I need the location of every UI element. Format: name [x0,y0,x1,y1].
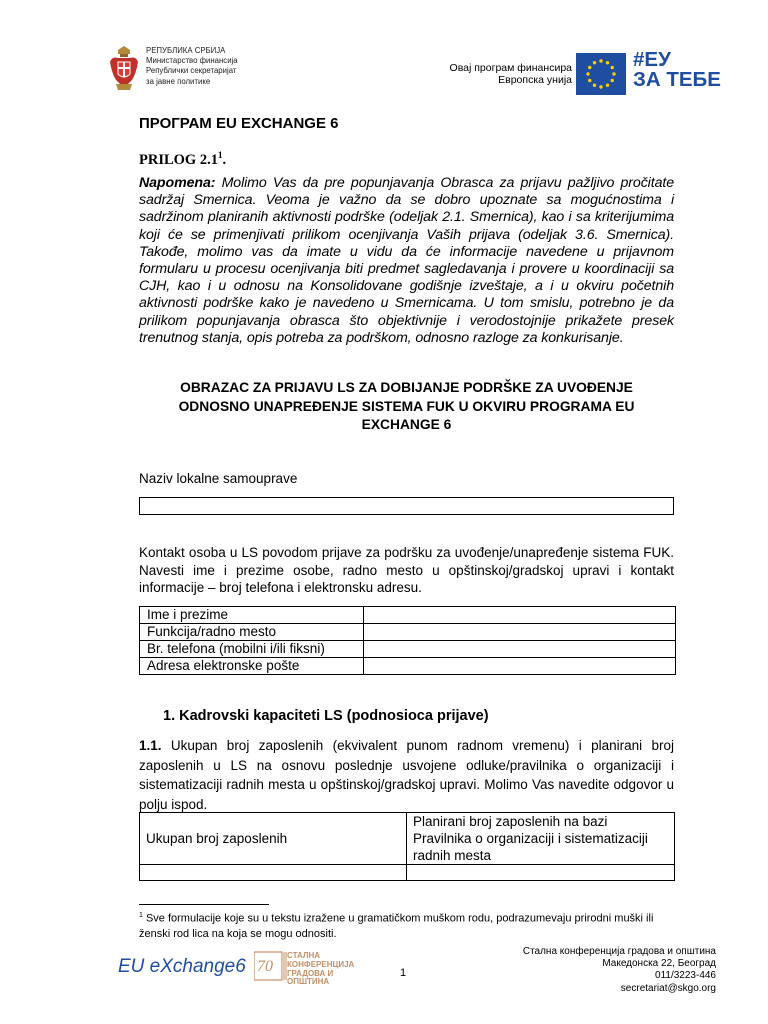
staff-col2-header: Planirani broj zaposlenih na bazi Pravilnika o organizaciji i sistematizaciji radnih mesta [407,813,675,865]
skgo-name [287,952,354,987]
eu-star-icon [588,66,591,69]
form-title-line: ODNOSNO UNAPREĐENJE SISTEMA FUK U OKVIRU PROGRAMA EU [178,398,635,414]
napomena-paragraph [139,175,674,347]
program-title: ПРОГРАМ EU EXCHANGE 6 [139,115,339,132]
skgo-line: ОПШТИНА [287,977,330,987]
ministry-header-text [146,46,238,87]
eu-star-icon [606,84,609,87]
staff-table [139,812,675,881]
skgo-line: КОНФЕРЕНЦИЈА [287,959,355,969]
footnote-number: 1 [139,912,143,919]
prilog-suffix: . [222,151,227,168]
naziv-label: Naziv lokalne samouprave [139,471,298,486]
footnote [139,908,674,942]
slogan-line: #ЕУ [633,48,671,71]
address-line: Македонска 22, Београд [602,958,716,970]
funding-line: Овај програм финансира [449,62,572,74]
address-line: 011/3223-446 [655,970,716,982]
table-row [140,658,676,675]
footnote-text: Sve formulacije koje su u tekstu izražene u gramatičkom muškom rodu, podrazumevaju prirodni muški ili ženski rod lica na koja se mogu odnositi. [139,912,654,940]
eu-star-icon [593,61,596,64]
table-row [140,865,675,881]
form-title-line: EXCHANGE 6 [361,417,452,433]
contact-label: Br. telefona (mobilni i/ili fiksni) [140,641,364,658]
skgo-line: СТАЛНА [287,951,321,960]
eu-slogan [633,50,721,90]
contact-label: Ime i prezime [140,607,364,624]
section-1-heading: 1. Kadrovski kapaciteti LS (podnosioca prijave) [163,708,489,724]
footer-address [468,946,716,995]
eu-exchange-logo: EU eXchange6 [118,956,246,977]
table-row [140,607,676,624]
footnote-divider [139,904,269,905]
eu-funding-text [444,62,572,86]
contact-value-field[interactable] [364,658,676,675]
eu-star-icon [611,66,614,69]
ministry-line: РЕПУБЛИКА СРБИЈА [146,46,226,55]
address-line: secretariat@skgo.org [620,982,716,994]
paragraph-number: 1.1. [139,738,162,753]
eu-star-icon [599,85,602,88]
contact-label: Adresa elektronske pošte [140,658,364,675]
staff-col1-value-field[interactable] [140,865,407,881]
staff-col1-header: Ukupan broj zaposlenih [140,813,407,865]
eu-star-icon [593,84,596,87]
contact-table [139,606,676,675]
eu-star-icon [586,72,589,75]
eu-star-icon [606,61,609,64]
table-row [140,624,676,641]
ministry-line: Министарство финансија [146,56,238,66]
eu-star-icon [599,59,602,62]
form-title [139,379,674,435]
eu-star-icon [588,79,591,82]
kontakt-paragraph: Kontakt osoba u LS povodom prijave za podršku za uvođenje/unapređenje sistema FUK. Navesti ime i prezime osobe, radno mesto u opštinskoj/gradskoj upravi i kontakt informacije – broj telefona i elektronsku adresu. [139,545,674,596]
eu-star-icon [611,79,614,82]
funding-line: Европска унија [498,74,572,86]
table-header-row [140,813,675,865]
ministry-line: за јавне политике [146,76,211,86]
skgo-badge-text: 70 [257,958,273,975]
prilog-heading [139,150,226,169]
paragraph-text: Ukupan broj zaposlenih (ekvivalent punom radnom vremenu) i planirani broj zaposlenih u LS na osnovu poslednje usvojene odluke/pravilnika o organizaciji i sistematizaciji radnih mesta u opštinskoj/gradskoj upravi. Molimo Vas navedite odgovor u polju ispod. [139,738,674,812]
napomena-text: Molimo Vas da pre popunjavanja Obrasca za prijavu pažljivo pročitate sadržaj Smernica. Veoma je važno da se dobro upoznate sa mogućnostima i sadržinom planiranih aktivnosti podrške (odeljak 2.1. Smernica), kao i sa kriterijumima koji će se primenjivati prilikom ocenjivanja Vaših prijava (odeljak 3.6. Smernica). Takođe, molimo vas da imate u vidu da će informacije navedene u prijavnom formularu u procesu ocenjivanja biti predmet sagledavanja i provere u koordinaciji sa CJH, kao i u odnosu na Konsolidovane godišnje izveštaje, a i u okviru početnih aktivnosti podrške kako je navedeno u Smernicama. U tom smislu, potrebno je da prilikom popunjavanja obrasca što objektivnije i verodostojnije prikažete presek trenutnog stanja, opis potreba za podrškom, odnosno razloge za konkurisanje. [139,175,674,346]
footnote-ref: 1 [217,150,223,160]
paragraph-1-1 [139,736,674,814]
serbia-coat-of-arms-icon [108,44,140,94]
slogan-line: ЗА ТЕБЕ [633,68,721,91]
address-line: Стална конференција градова и општина [522,946,716,957]
contact-value-field[interactable] [364,624,676,641]
napomena-label: Napomena: [139,175,216,191]
form-title-line: OBRAZAC ZA PRIJAVU LS ZA DOBIJANJE PODRŠKE ZA UVOĐENJE [180,380,633,395]
contact-value-field[interactable] [364,607,676,624]
ministry-line: Републички секретаријат [146,66,237,76]
page-number: 1 [400,967,407,979]
staff-col2-value-field[interactable] [407,865,675,881]
table-row [140,641,676,658]
eu-star-icon [612,72,615,75]
skgo-line: ГРАДОВА И [287,968,334,978]
contact-label: Funkcija/radno mesto [140,624,364,641]
contact-value-field[interactable] [364,641,676,658]
eu-flag-icon [576,53,626,95]
naziv-input-field[interactable] [139,497,674,515]
prilog-label: PRILOG 2.1 [139,151,218,168]
